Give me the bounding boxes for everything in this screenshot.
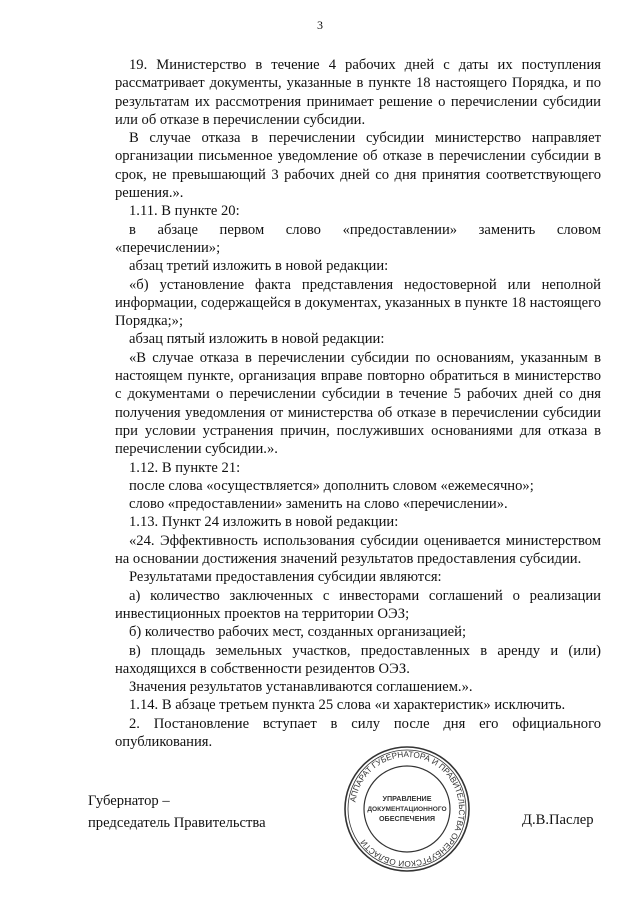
paragraph: а) количество заключенных с инвесторами соглашений о реализации инвестиционных проектов на территории ОЭЗ; [115,587,601,622]
paragraph: «24. Эффективность использования субсидии оценивается министерством на основании достижения значений результатов предоставления субсидии. [115,532,601,568]
paragraph: 1.14. В абзаце третьем пункта 25 слова «и характеристик» исключить. [129,697,566,714]
signatory-title-line2: председатель Правительства [88,815,266,831]
seal-center-line2: ДОКУМЕНТАЦИОННОГО [367,806,447,813]
paragraph: 2. Постановление вступает в силу после дня его официального опубликования. [115,715,601,750]
document-body [115,56,601,751]
seal-center-line1: УПРАВЛЕНИЕ [382,794,432,803]
paragraph: Результатами предоставления субсидии являются: [129,569,442,586]
paragraph: 19. Министерство в течение 4 рабочих дней с даты их поступления рассматривает документы, указанные в пункте 18 настоящего Порядка, и по результатам их рассмотрения принимает решение о перечислении субсидии или об отказе в перечислении субсидии. [115,57,601,128]
paragraph: слово «предоставлении» заменить на слово «перечислении». [129,496,508,513]
paragraph: в) площадь земельных участков, предоставленных в аренду и (или) находящихся в собственности резидентов ОЭЗ. [115,642,601,677]
signatory-title [88,790,266,834]
signatory-title-line1: Губернатор – [88,793,170,809]
official-seal [342,744,472,874]
seal-ring-text: АППАРАТ ГУБЕРНАТОРА И ПРАВИТЕЛЬСТВА ОРЕНБУРГСКОЙ ОБЛАСТИ [348,749,467,869]
paragraph: 1.12. В пункте 21: [129,459,241,476]
page-number: 3 [317,18,323,32]
paragraph: абзац третий изложить в новой редакции: [129,258,389,275]
paragraph: 1.11. В пункте 20: [129,203,240,220]
paragraph: абзац пятый изложить в новой редакции: [129,331,385,348]
paragraph: б) количество рабочих мест, созданных организацией; [129,624,467,641]
paragraph: 1.13. Пункт 24 изложить в новой редакции: [129,514,399,531]
paragraph: в абзаце первом слово «предоставлении» заменить словом «перечислении»; [115,221,601,256]
seal-center-line3: ОБЕСПЕЧЕНИЯ [378,814,436,823]
signatory-name: Д.В.Паслер [522,812,594,828]
paragraph: В случае отказа в перечислении субсидии министерство направляет организации письменное уведомление об отказе в перечислении субсидии в срок, не превышающий 3 рабочих дней со дня принятия соответствующего решения.». [115,130,601,202]
paragraph: «б) установление факта представления недостоверной или неполной информации, содержащейся в документах, указанных в пункте 18 настоящего Порядка;»; [115,276,601,330]
paragraph: после слова «осуществляется» дополнить словом «ежемесячно»; [129,477,534,494]
paragraph: «В случае отказа в перечислении субсидии по основаниям, указанным в настоящем пункте, организация вправе повторно обратиться в министерство с документами о перечислении субсидии в течение 5 рабочих дней со дня получения уведомления от министерства об отказе в перечислении субсидии при условии устранения причин, послуживших основаниями для отказа в перечислении субсидии.». [115,349,601,458]
paragraph: Значения результатов устанавливаются соглашением.». [129,679,473,696]
